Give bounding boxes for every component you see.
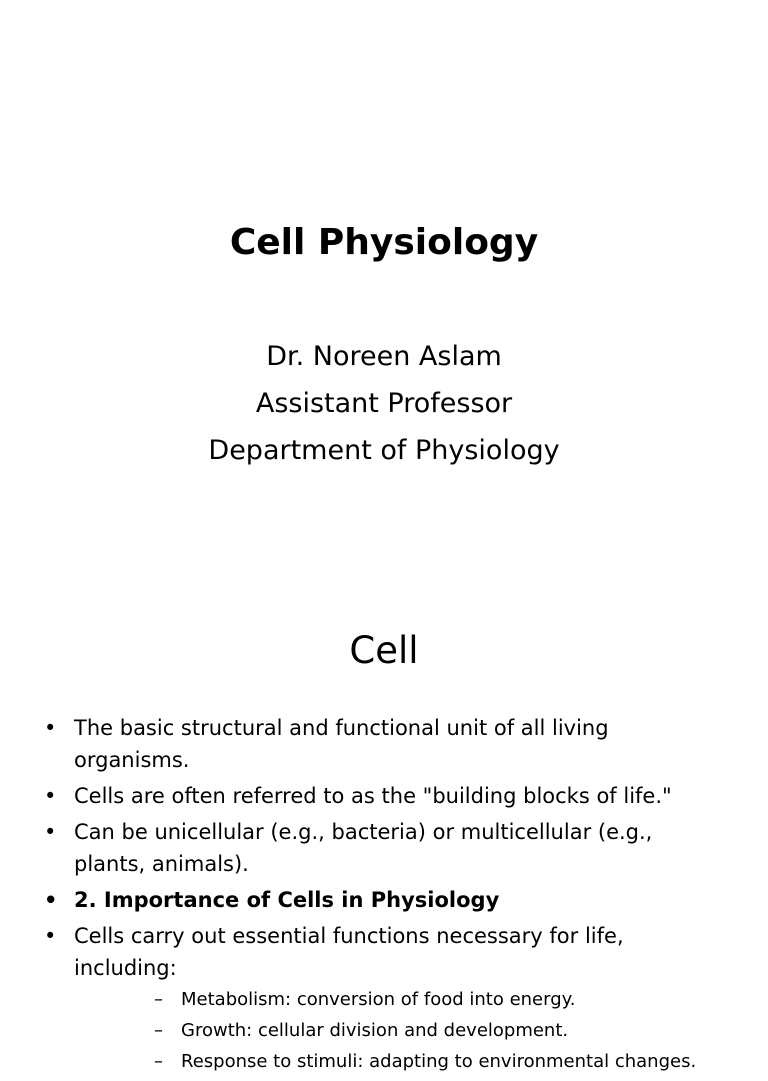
sub-bullet-marker: – [154, 1051, 163, 1072]
slide-subtitle [0, 333, 768, 474]
bullet-item [0, 920, 768, 1077]
bullet-text: Can be unicellular (e.g., bacteria) or multicellular (e.g., plants, animals). [74, 820, 653, 876]
sub-bullet-text: Metabolism: conversion of food into energy. [181, 989, 576, 1010]
bullet-marker: • [44, 820, 57, 844]
bullet-text: Cells are often referred to as the "building blocks of life." [74, 784, 672, 808]
sub-bullet-list [74, 984, 728, 1077]
bullet-item [0, 712, 768, 776]
author-name: Dr. Noreen Aslam [266, 341, 502, 372]
bullet-marker: • [44, 924, 57, 948]
sub-bullet-item [74, 1046, 728, 1077]
sub-bullet-marker: – [154, 1020, 163, 1041]
sub-bullet-item [74, 984, 728, 1015]
slide-heading: Cell [349, 629, 419, 672]
bullet-text: 2. Importance of Cells in Physiology [74, 888, 500, 912]
sub-bullet-item [74, 1015, 728, 1046]
bullet-item [0, 816, 768, 880]
sub-bullet-marker: – [154, 989, 163, 1010]
sub-bullet-text: Response to stimuli: adapting to environmental changes. [181, 1051, 697, 1072]
bullet-text: The basic structural and functional unit of all living organisms. [74, 716, 609, 772]
bullet-list [0, 712, 768, 1081]
bullet-item-heading [0, 884, 768, 916]
bullet-marker: • [44, 888, 58, 912]
author-position: Assistant Professor [255, 388, 513, 419]
bullet-marker: • [44, 716, 57, 740]
content-slide-cell [0, 576, 768, 1072]
slide-title: Cell Physiology [229, 222, 539, 263]
sub-bullet-text: Growth: cellular division and development. [181, 1020, 569, 1041]
bullet-text: Cells carry out essential functions necessary for life, including: [74, 924, 624, 980]
author-department: Department of Physiology [208, 435, 560, 466]
bullet-item [0, 780, 768, 812]
bullet-marker: • [44, 784, 57, 808]
